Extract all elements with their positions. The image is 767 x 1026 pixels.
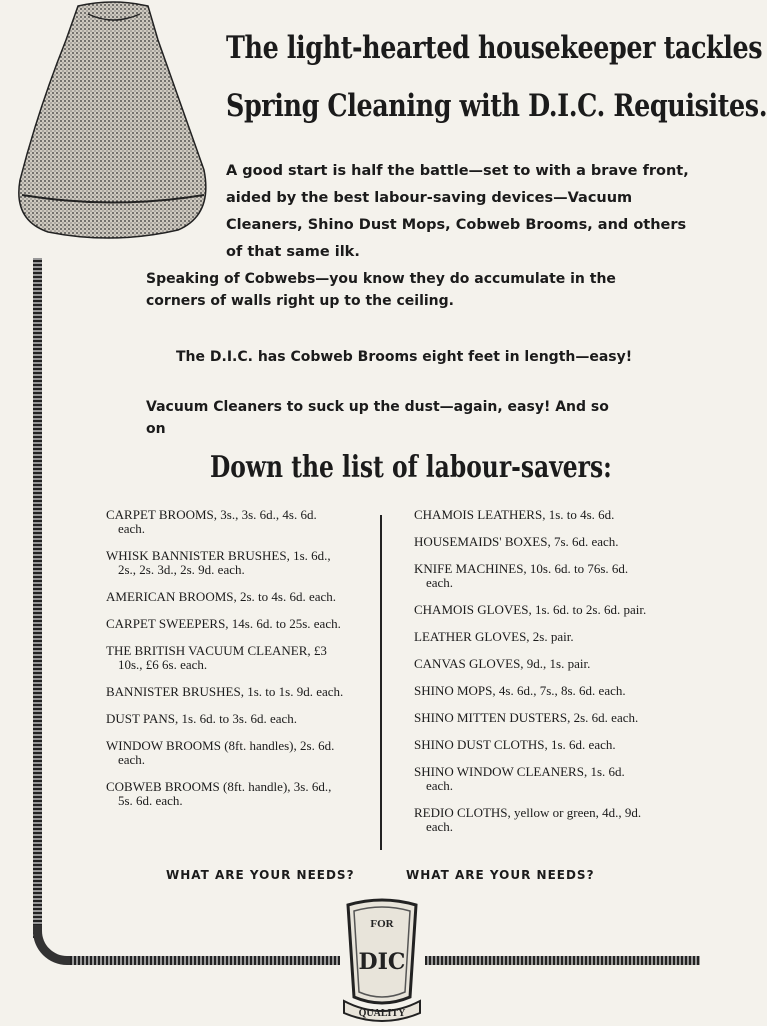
badge-top-text: FOR bbox=[370, 918, 394, 930]
list-item: THE BRITISH VACUUM CLEANER, £3 10s., £6 6s. each. bbox=[106, 643, 327, 672]
list-item: SHINO DUST CLOTHS, 1s. 6d. each. bbox=[414, 737, 616, 752]
price-list-right bbox=[414, 508, 654, 847]
dic-quality-badge bbox=[340, 897, 424, 1022]
list-item: CHAMOIS LEATHERS, 1s. to 4s. 6d. bbox=[414, 507, 615, 522]
list-item: CHAMOIS GLOVES, 1s. 6d. to 2s. 6d. pair. bbox=[414, 602, 647, 617]
intro-paragraph: A good start is half the battle—set to with a brave front, aided by the best labour-saving devices—Vacuum Cleaners, Shino Dust Mops, Cobweb Brooms, and others of that same ilk. bbox=[226, 163, 689, 260]
list-item: HOUSEMAIDS' BOXES, 7s. 6d. each. bbox=[414, 534, 619, 549]
list-item: LEATHER GLOVES, 2s. pair. bbox=[414, 629, 574, 644]
list-item: WINDOW BROOMS (8ft. handles), 2s. 6d. each. bbox=[106, 738, 335, 767]
list-heading: Down the list of labour-savers: bbox=[210, 450, 612, 485]
list-item: CARPET BROOMS, 3s., 3s. 6d., 4s. 6d. each. bbox=[106, 507, 317, 536]
paragraph-vacuum-cleaners: Vacuum Cleaners to suck up the dust—again, easy! And so on bbox=[146, 399, 609, 437]
list-item: CANVAS GLOVES, 9d., 1s. pair. bbox=[414, 656, 591, 671]
feather-duster-illustration bbox=[8, 0, 218, 245]
column-divider bbox=[380, 515, 382, 850]
ornamental-border-bottom-right bbox=[425, 956, 700, 965]
list-item: SHINO MITTEN DUSTERS, 2s. 6d. each. bbox=[414, 710, 639, 725]
list-item: SHINO WINDOW CLEANERS, 1s. 6d. each. bbox=[414, 764, 625, 793]
list-item: CARPET SWEEPERS, 14s. 6d. to 25s. each. bbox=[106, 616, 341, 631]
list-item: SHINO MOPS, 4s. 6d., 7s., 8s. 6d. each. bbox=[414, 683, 626, 698]
list-item: KNIFE MACHINES, 10s. 6d. to 76s. 6d. each. bbox=[414, 561, 629, 590]
headline-line-1: The light-hearted housekeeper tackles bbox=[226, 30, 763, 66]
paragraph-cobweb-brooms: The D.I.C. has Cobweb Brooms eight feet in length—easy! bbox=[176, 349, 633, 365]
ornamental-border-left bbox=[33, 258, 42, 938]
paragraph-cobwebs: Speaking of Cobwebs—you know they do accumulate in the corners of walls right up to the ceiling. bbox=[146, 271, 616, 309]
list-item: AMERICAN BROOMS, 2s. to 4s. 6d. each. bbox=[106, 589, 337, 604]
needs-tagline-left: WHAT ARE YOUR NEEDS? bbox=[166, 868, 355, 882]
list-item: COBWEB BROOMS (8ft. handle), 3s. 6d., 5s. 6d. each. bbox=[106, 779, 332, 808]
list-item: WHISK BANNISTER BRUSHES, 1s. 6d., 2s., 2s. 3d., 2s. 9d. each. bbox=[106, 548, 331, 577]
badge-monogram: DIC bbox=[358, 949, 406, 975]
ornamental-border-corner bbox=[33, 925, 73, 965]
badge-bottom-text: QUALITY bbox=[358, 1008, 406, 1019]
ornamental-border-bottom-left bbox=[70, 956, 340, 965]
list-item: BANNISTER BRUSHES, 1s. to 1s. 9d. each. bbox=[106, 684, 344, 699]
list-item: DUST PANS, 1s. 6d. to 3s. 6d. each. bbox=[106, 711, 298, 726]
list-item: REDIO CLOTHS, yellow or green, 4d., 9d. each. bbox=[414, 805, 642, 834]
needs-tagline-right: WHAT ARE YOUR NEEDS? bbox=[406, 868, 595, 882]
headline-line-2: Spring Cleaning with D.I.C. Requisites. bbox=[226, 88, 767, 124]
price-list-left bbox=[106, 508, 346, 821]
